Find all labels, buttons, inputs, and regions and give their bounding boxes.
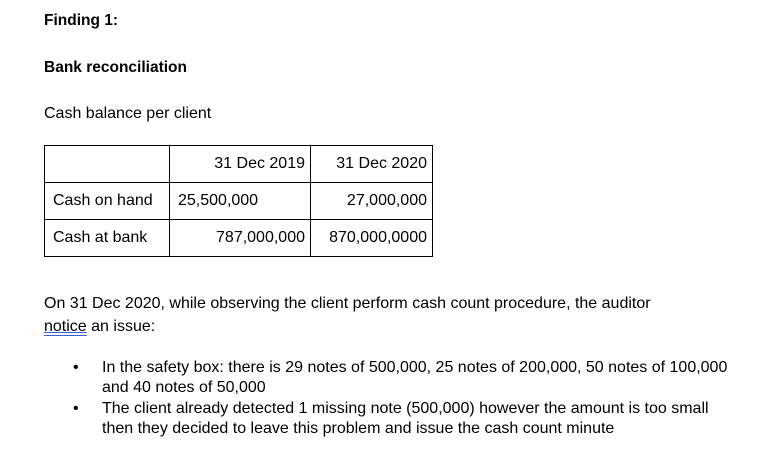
list-item	[44, 399, 744, 438]
spellcheck-flagged-word[interactable]: notice	[44, 318, 87, 335]
row-label-cell: Cash at bank	[45, 220, 170, 257]
observation-text-end: an issue:	[86, 318, 156, 335]
table-header-cell: 31 Dec 2020	[311, 146, 433, 183]
findings-bullet-list	[44, 358, 744, 440]
section-title: Bank reconciliation	[44, 59, 187, 76]
bullet-icon: •	[73, 359, 79, 376]
value-2020-cell: 27,000,000	[311, 183, 433, 220]
bullet-icon: •	[73, 400, 79, 417]
table-row	[45, 220, 433, 257]
list-item-text: In the safety box: there is 29 notes of 500,000, 25 notes of 200,000, 50 notes of 100,000 and 40 notes of 50,000	[102, 359, 728, 396]
table-header-row	[45, 146, 433, 183]
observation-paragraph	[44, 292, 744, 338]
list-item-text: The client already detected 1 missing note (500,000) however the amount is too small then they decided to leave this problem and issue the cash count minute	[102, 400, 709, 437]
finding-title: Finding 1:	[44, 12, 119, 29]
table-row	[45, 183, 433, 220]
observation-text: On 31 Dec 2020, while observing the client perform cash count procedure, the auditor	[44, 295, 651, 312]
intro-text: Cash balance per client	[44, 105, 212, 122]
table-header-cell: 31 Dec 2019	[170, 146, 311, 183]
table-header-cell	[45, 146, 170, 183]
value-2019-cell: 25,500,000	[170, 183, 311, 220]
value-2019-cell: 787,000,000	[170, 220, 311, 257]
row-label-cell: Cash on hand	[45, 183, 170, 220]
value-2020-cell: 870,000,0000	[311, 220, 433, 257]
cash-balance-table	[44, 145, 433, 257]
list-item	[44, 358, 744, 397]
